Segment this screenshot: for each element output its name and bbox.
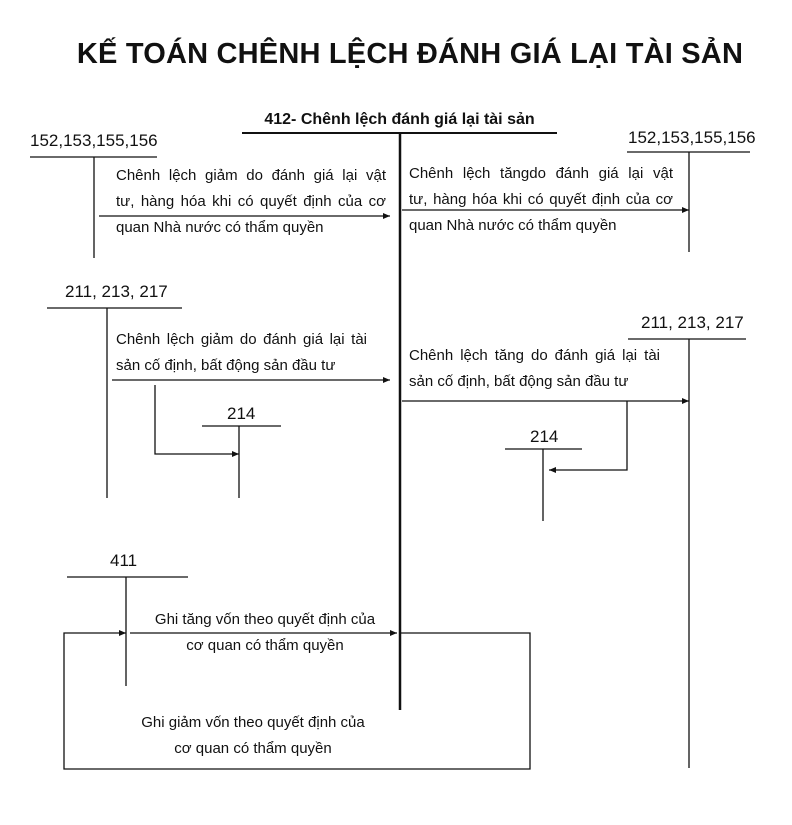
account-depr-left-label: 214	[227, 404, 256, 423]
entry-fixed-increase	[409, 343, 660, 395]
account-inventory-left-label: 152,153,155,156	[30, 131, 158, 150]
entry-line: Chênh lệch giảm do đánh giá lại tài	[116, 331, 367, 348]
entry-line: sản cố định, bất động sản đầu tư	[409, 373, 629, 390]
entry-line: Chênh lệch tăngdo đánh giá lại vật	[409, 165, 673, 182]
account-depr-right-label: 214	[530, 427, 559, 446]
entry-line: Ghi tăng vốn theo quyết định của	[154, 611, 376, 628]
entry-capital-increase	[140, 607, 390, 659]
entry-line: sản cố định, bất động sản đầu tư	[116, 357, 336, 374]
account-fixed-left-label: 211, 213, 217	[65, 282, 168, 301]
arrow-depr-right	[549, 401, 627, 470]
entry-line: tư, hàng hóa khi có quyết định của cơ	[116, 193, 386, 210]
page-title: KẾ TOÁN CHÊNH LỆCH ĐÁNH GIÁ LẠI TÀI SẢN	[76, 38, 744, 70]
entry-line: Chênh lệch tăng do đánh giá lại tài	[409, 347, 660, 364]
entry-line: tư, hàng hóa khi có quyết định của cơ	[409, 191, 673, 208]
account-capital-label: 411	[110, 551, 138, 570]
entry-line: cơ quan có thẩm quyền	[186, 637, 344, 654]
account-fixed-right-label: 211, 213, 217	[641, 313, 744, 332]
entry-fixed-decrease	[116, 327, 367, 379]
entry-line: Ghi giảm vốn theo quyết định của	[141, 714, 365, 731]
entry-inventory-decrease	[116, 163, 386, 241]
account-inventory-right-label: 152,153,155,156	[628, 128, 756, 147]
entry-capital-decrease	[128, 710, 378, 762]
entry-inventory-increase	[409, 161, 673, 239]
entry-line: quan Nhà nước có thẩm quyền	[116, 219, 324, 236]
account-412-label: 412- Chênh lệch đánh giá lại tài sản	[264, 111, 535, 128]
entry-line: cơ quan có thẩm quyền	[174, 740, 332, 757]
entry-line: quan Nhà nước có thẩm quyền	[409, 217, 617, 234]
entry-line: Chênh lệch giảm do đánh giá lại vật	[116, 167, 386, 184]
